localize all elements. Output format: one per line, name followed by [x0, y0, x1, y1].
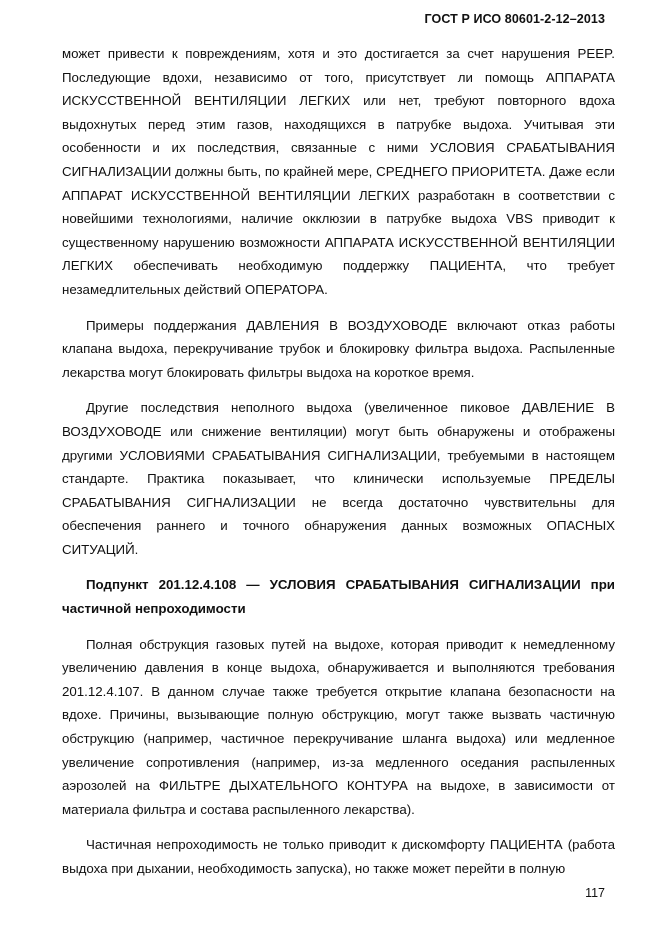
paragraph-3: Другие последствия неполного выдоха (увеличенное пиковое ДАВЛЕНИЕ В ВОЗДУХОВОДЕ или снижение вентиляции) могут быть обнаружены и отображены другими УСЛОВИЯМИ СРАБАТЫВАНИЯ СИГНАЛИЗАЦИИ, требуемыми в настоящем стандарте. Практика показывает, что клинически используемые ПРЕДЕЛЫ СРАБАТЫВАНИЯ СИГНАЛИЗАЦИИ не всегда достаточно чувствительны для обеспечения раннего и точного обнаружения данных возможных ОПАСНЫХ СИТУАЦИЙ. [62, 400, 615, 557]
document-body [62, 42, 615, 893]
page-number: 117 [585, 886, 605, 900]
paragraph-5: Частичная непроходимость не только приводит к дискомфорту ПАЦИЕНТА (работа выдоха при дыхании, необходимость запуска), но также может перейти в полную [62, 837, 615, 876]
paragraph-4: Полная обструкция газовых путей на выдохе, которая приводит к немедленному увеличению давления в конце выдоха, обнаруживается и выполняются требования 201.12.4.107. В данном случае также требуется открытие клапана безопасности на вдохе. Причины, вызывающие полную обструкцию, могут также вызвать частичную обструкцию (например, частичное перекручивание шланга выдоха) или медленное увеличение сопротивления (например, из-за медленного оседания распыленных аэрозолей на ФИЛЬТРЕ ДЫХАТЕЛЬНОГО КОНТУРА на выдохе, в зависимости от материала фильтра и состава распыленного лекарства). [62, 636, 615, 817]
paragraph-2: Примеры поддержания ДАВЛЕНИЯ В ВОЗДУХОВОДЕ включают отказ работы клапана выдоха, перекручивание трубок и блокировку фильтра выдоха. Распыленные лекарства могут блокировать фильтры выдоха на короткое время. [62, 317, 615, 380]
document-header-standard-id: ГОСТ Р ИСО 80601-2-12–2013 [424, 12, 605, 26]
paragraph-1: может привести к повреждениям, хотя и это достигается за счет нарушения PEEP. Последующие вдохи, независимо от того, присутствует ли помощь АППАРАТА ИСКУССТВЕННОЙ ВЕНТИЛЯЦИИ ЛЕГКИХ или нет, требуют повторного вдоха выдохнутых перед этим газов, находящихся в патрубке выдоха. Учитывая эти особенности и их последствия, связанные с ними УСЛОВИЯ СРАБАТЫВАНИЯ СИГНАЛИЗАЦИИ должны быть, по крайней мере, СРЕДНЕГО ПРИОРИТЕТА. Даже если АППАРАТ ИСКУССТВЕННОЙ ВЕНТИЛЯЦИИ ЛЕГКИХ разработакн в соответствии с новейшими технологиями, наличие окклюзии в патрубке выдоха VBS приводит к существенному нарушению возможности АППАРАТА ИСКУССТВЕННОЙ ВЕНТИЛЯЦИИ ЛЕГКИХ обеспечивать необходимую поддержку ПАЦИЕНТА, что требует незамедлительных действий ОПЕРАТОРА. [62, 46, 615, 297]
subsection-heading: Подпункт 201.12.4.108 — УСЛОВИЯ СРАБАТЫВАНИЯ СИГНАЛИЗАЦИИ при частичной непроходимости [62, 577, 615, 617]
